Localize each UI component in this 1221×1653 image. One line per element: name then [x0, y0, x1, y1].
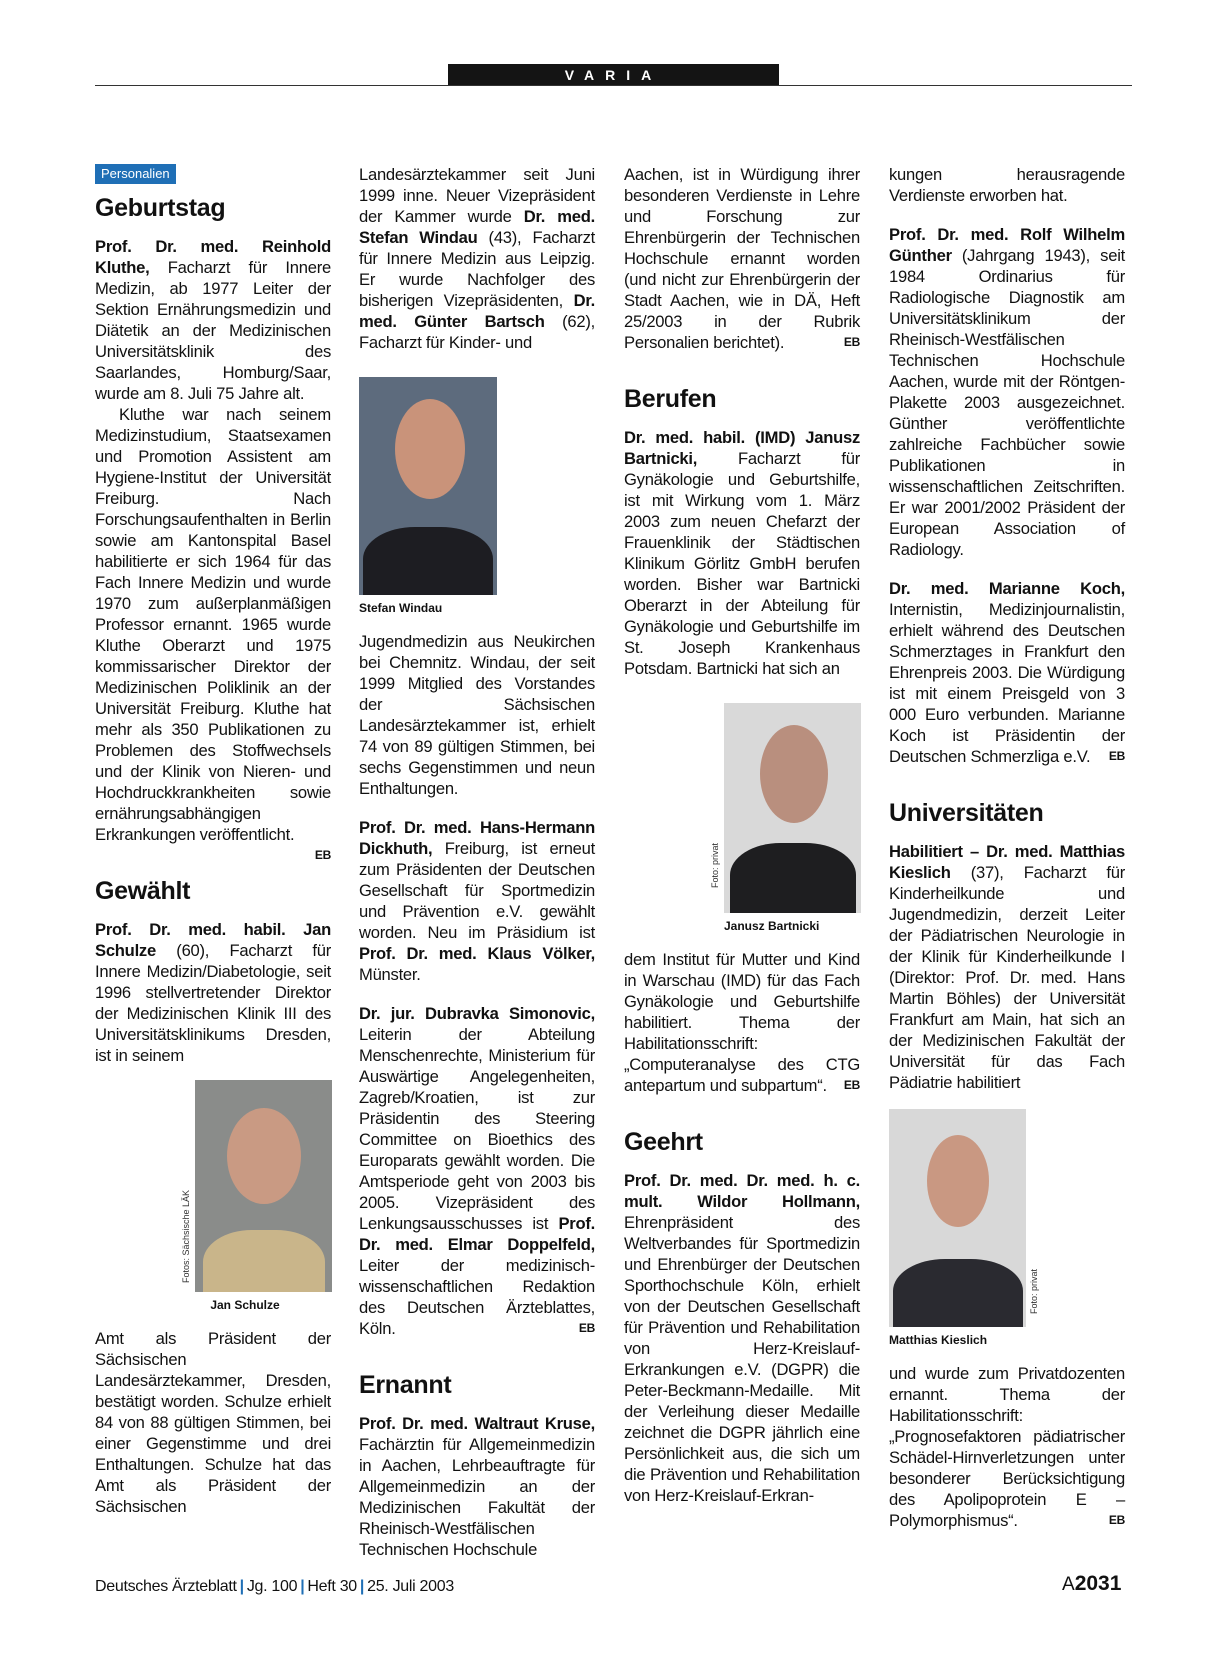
name-guenther: Prof. Dr. med. Rolf Wilhelm Günther	[889, 225, 1125, 265]
paragraph-schulze	[95, 919, 331, 1066]
page-number-value: 2031	[1074, 1572, 1122, 1595]
name-schulze: Prof. Dr. med. habil. Jan Schulze	[95, 920, 331, 960]
header-rule	[95, 85, 1132, 86]
footer-journal: Deutsches Ärzteblatt	[95, 1578, 237, 1595]
column-4	[889, 164, 1125, 1531]
footer-volume: Jg. 100	[246, 1578, 298, 1595]
paragraph-guenther	[889, 224, 1125, 560]
paragraph-kruse-2	[624, 164, 860, 353]
rubric-badge: Personalien	[95, 164, 176, 184]
portrait-photo-kieslich	[889, 1109, 1026, 1327]
paragraph-windau	[359, 164, 595, 353]
paragraph-koch	[889, 578, 1125, 767]
name-koch: Dr. med. Marianne Koch,	[889, 579, 1125, 598]
text-bartnicki: Facharzt für Gynäkologie und Geburtshilfe, ist mit Wirkung vom 1. März 2003 zum neuen Chefarzt der Frauenklinik der Städtischen Klinikum Görlitz GmbH berufen worden. Bisher war Bartnicki Oberarzt in der Abteilung für Gynäkologie und Geburtshilfe im St. Joseph Krankenhaus Potsdam. Bartnicki hat sich an	[624, 449, 860, 678]
author-initials: EB	[314, 848, 331, 862]
page-prefix: A	[1062, 1574, 1075, 1595]
paragraph-kieslich-2	[889, 1363, 1125, 1531]
page-number	[1062, 1572, 1121, 1596]
heading-geehrt: Geehrt	[624, 1128, 703, 1156]
name-bartnicki: Dr. med. habil. (IMD) Janusz Bartnicki,	[624, 428, 860, 468]
name-windau: Dr. med. Stefan Windau	[359, 207, 595, 247]
photo-credit: Foto: privat	[710, 843, 720, 889]
paragraph-schulze-2: Amt als Präsident der Sächsischen Landesärztekammer, Dresden, bestätigt worden. Schulze erhielt 84 von 88 gültigen Stimmen, bei einer Gegenstimme und drei Enthaltungen. Schulze hat das Amt als Präsident der Sächsischen	[95, 1329, 331, 1516]
text-hollmann: Ehrenpräsident des Weltverbandes für Sportmedizin und Ehrenbürger der Deutschen Sporthochschule Köln, erhielt von der Deutschen Gesellschaft für Prävention und Rehabilitation von Herz-Kreislauf-Erkrankungen e.V. (DGPR) die Peter-Beckmann-Medaille. Mit der Verleihung dieser Medaille zeichnet die DGPR jährlich eine Persönlichkeit aus, die sich um die Prävention und Rehabilitation von Herz-Kreislauf-Erkran-	[624, 1213, 860, 1505]
text-guenther: (Jahrgang 1943), seit 1984 Ordinarius für Radiologische Diagnostik am Universitätsklinikum der Rheinisch-Westfälischen Technischen Hochschule Aachen, wurde mit der Röntgen-Plakette 2003 ausgezeichnet. Günther veröffentlichte zahlreiche Fachbücher sowie Publikationen in wissenschaftlichen Zeitschriften. Er war 2001/2002 Präsident der European Association of Radiology.	[889, 246, 1125, 559]
heading-gewaehlt: Gewählt	[95, 877, 191, 905]
paragraph-kruse	[359, 1413, 595, 1560]
heading-ernannt: Ernannt	[359, 1371, 452, 1399]
text-voelker: Münster.	[359, 965, 421, 984]
text-windau-b: (43), Facharzt für Innere Medizin aus Leipzig. Er wurde Nachfolger des bisherigen Vizepräsidenten,	[359, 228, 595, 310]
column-1	[95, 164, 331, 1517]
author-initials: EB	[1108, 1513, 1125, 1527]
name-kruse: Prof. Dr. med. Waltraut Kruse,	[359, 1414, 595, 1433]
photo-caption: Stefan Windau	[359, 601, 443, 615]
heading-geburtstag: Geburtstag	[95, 194, 226, 222]
photo-block-bartnicki	[710, 703, 860, 933]
name-dickhuth: Prof. Dr. med. Hans-Hermann Dickhuth,	[359, 818, 595, 858]
photo-block-schulze	[181, 1080, 331, 1312]
paragraph-dickhuth	[359, 817, 595, 985]
name-voelker: Prof. Dr. med. Klaus Völker,	[359, 944, 595, 963]
photo-credit: Foto: privat	[1029, 1269, 1039, 1315]
text-kluthe: Facharzt für Innere Medizin, ab 1977 Leiter der Sektion Ernährungsmedizin und Diätetik an der Medizinischen Universitätsklinik des Saarlandes, Homburg/Saar, wurde am 8. Juli 75 Jahre alt.	[95, 258, 331, 403]
author-initials: EB	[1108, 749, 1125, 763]
paragraph-simonovic	[359, 1003, 595, 1339]
text-windau-c: (62), Facharzt für Kinder- und	[359, 312, 595, 352]
photo-block-kieslich	[889, 1109, 1125, 1347]
name-hollmann: Prof. Dr. med. Dr. med. h. c. mult. Wildor Hollmann,	[624, 1171, 860, 1211]
author-initials: EB	[843, 1078, 860, 1092]
author-initials: EB	[578, 1321, 595, 1335]
paragraph-bartnicki-2	[624, 949, 860, 1096]
heading-universitaeten: Universitäten	[889, 799, 1044, 827]
text-kieslich-2: und wurde zum Privatdozenten ernannt. Thema der Habilitationsschrift: „Prognosefaktoren pädiatrischer Schädel-Hirnverletzungen unter besonderer Berücksichtigung des Apolipoprotein E – Polymorphismus“.	[889, 1364, 1125, 1530]
portrait-photo-bartnicki	[724, 703, 861, 913]
name-kluthe: Prof. Dr. med. Reinhold Kluthe,	[95, 237, 331, 277]
paragraph-hollmann	[624, 1170, 860, 1506]
text-koch: Internistin, Medizinjournalistin, erhielt während des Deutschen Schmerztages in Frankfurt den Ehrenpreis 2003. Die Würdigung ist mit einem Preisgeld von 3 000 Euro verbunden. Marianne Koch ist Präsidentin der Deutschen Schmerzliga e.V.	[889, 600, 1125, 766]
footer-date: 25. Juli 2003	[367, 1578, 454, 1595]
paragraph-kluthe	[95, 236, 331, 404]
text-kruse-2: Aachen, ist in Würdigung ihrer besonderen Verdienste in Lehre und Forschung zur Ehrenbürgerin der Technischen Hochschule ernannt worden (und nicht zur Ehrenbürgerin der Stadt Aachen, wie in DÄ, Heft 25/2003 in der Rubrik Personalien berichtet).	[624, 165, 860, 352]
photo-caption: Janusz Bartnicki	[724, 919, 820, 933]
column-2	[359, 164, 595, 1560]
paragraph-bartnicki	[624, 427, 860, 679]
text-doppelfeld: Leiter der medizinisch-wissenschaftlichen Redaktion des Deutschen Ärzteblattes, Köln.	[359, 1256, 595, 1338]
footer-citation: Deutsches Ärzteblatt | Jg. 100 | Heft 30 | 25. Juli 2003	[95, 1578, 454, 1595]
footer-issue: Heft 30	[307, 1578, 357, 1595]
name-kieslich: Habilitiert – Dr. med. Matthias Kieslich	[889, 842, 1125, 882]
text-schulze: (60), Facharzt für Innere Medizin/Diabetologie, seit 1996 stellvertretender Direktor der Medizinischen Klinik III des Universitätsklinikums Dresden, ist in seinem	[95, 941, 331, 1065]
column-3	[624, 164, 860, 1506]
heading-berufen: Berufen	[624, 385, 717, 413]
portrait-photo-schulze	[195, 1080, 332, 1292]
text-kieslich: (37), Facharzt für Kinderheilkunde und Jugendmedizin, derzeit Leiter der Pädiatrischen Neurologie in der Klinik für Kinderheilkunde I (Direktor: Prof. Dr. med. Hans Martin Böhles) der Universität Frankfurt am Main, hat sich an der Medizinischen Fakultät der Universität für das Fach Pädiatrie habilitiert	[889, 863, 1125, 1092]
photo-caption: Jan Schulze	[210, 1298, 280, 1312]
photo-caption: Matthias Kieslich	[889, 1333, 988, 1347]
text-windau-a: Landesärztekammer seit Juni 1999 inne. Neuer Vizepräsident der Kammer wurde	[359, 165, 595, 226]
text-dickhuth: Freiburg, ist erneut zum Präsidenten der Deutschen Gesellschaft für Sportmedizin und Prävention e.V. gewählt worden. Neu im Präsidium ist	[359, 839, 595, 942]
photo-block-windau	[359, 377, 595, 615]
portrait-photo-windau	[359, 377, 497, 595]
paragraph-hollmann-2: kungen herausragende Verdienste erworben hat.	[889, 165, 1125, 205]
author-initials: EB	[843, 335, 860, 349]
text-kruse: Fachärztin für Allgemeinmedizin in Aachen, Lehrbeauftragte für Allgemeinmedizin an der Medizinischen Fakultät der Rheinisch-Westfälischen Technischen Hochschule	[359, 1435, 595, 1559]
text-bartnicki-2: dem Institut für Mutter und Kind in Warschau (IMD) für das Fach Gynäkologie und Geburtshilfe habilitiert. Thema der Habilitationsschrift: „Computeranalyse des CTG antepartum und subpartum“.	[624, 950, 860, 1095]
paragraph-windau-2: Jugendmedizin aus Neukirchen bei Chemnitz. Windau, der seit 1999 Mitglied des Vorstandes der Sächsischen Landesärztekammer ist, erhielt 74 von 89 gültigen Stimmen, bei sechs Gegenstimmen und neun Enthaltungen.	[359, 632, 595, 798]
text-kluthe-2: Kluthe war nach seinem Medizinstudium, Staatsexamen und Promotion Assistent am Hygiene-Institut der Universität Freiburg. Nach Forschungsaufenthalten in Berlin sowie am Kantonspital Basel habilitierte er sich 1964 für das Fach Innere Medizin und wurde 1970 zum außerplanmäßigen Professor ernannt. 1965 wurde Kluthe Oberarzt und 1975 kommissarischer Direktor der Medizinischen Poliklinik an der Universität Freiburg. Kluthe hat mehr als 350 Publikationen zu Problemen des Stoffwechsels und der Klinik von Nieren- und Hochdruckkrankheiten sowie ernährungsabhängigen Erkrankungen veröffentlicht.	[95, 405, 331, 844]
name-bartsch: Dr. med. Günter Bartsch	[359, 291, 595, 331]
paragraph-kieslich	[889, 841, 1125, 1093]
text-simonovic: Leiterin der Abteilung Menschenrechte, Ministerium für Auswärtige Angelegenheiten, Zagreb/Kroatien, ist zur Präsidentin des Steering Committee on Bioethics des Europarats gewählt worden. Die Amtsperiode geht von 2003 bis 2005. Vizepräsident des Lenkungsausschusses ist	[359, 1025, 595, 1233]
name-simonovic: Dr. jur. Dubravka Simonovic,	[359, 1004, 595, 1023]
photo-credit: Fotos: Sächsische LÄK	[181, 1190, 191, 1284]
section-tag: VARIA	[448, 64, 779, 86]
name-doppelfeld: Prof. Dr. med. Elmar Doppelfeld,	[359, 1214, 595, 1254]
paragraph-kluthe-2	[95, 404, 331, 862]
